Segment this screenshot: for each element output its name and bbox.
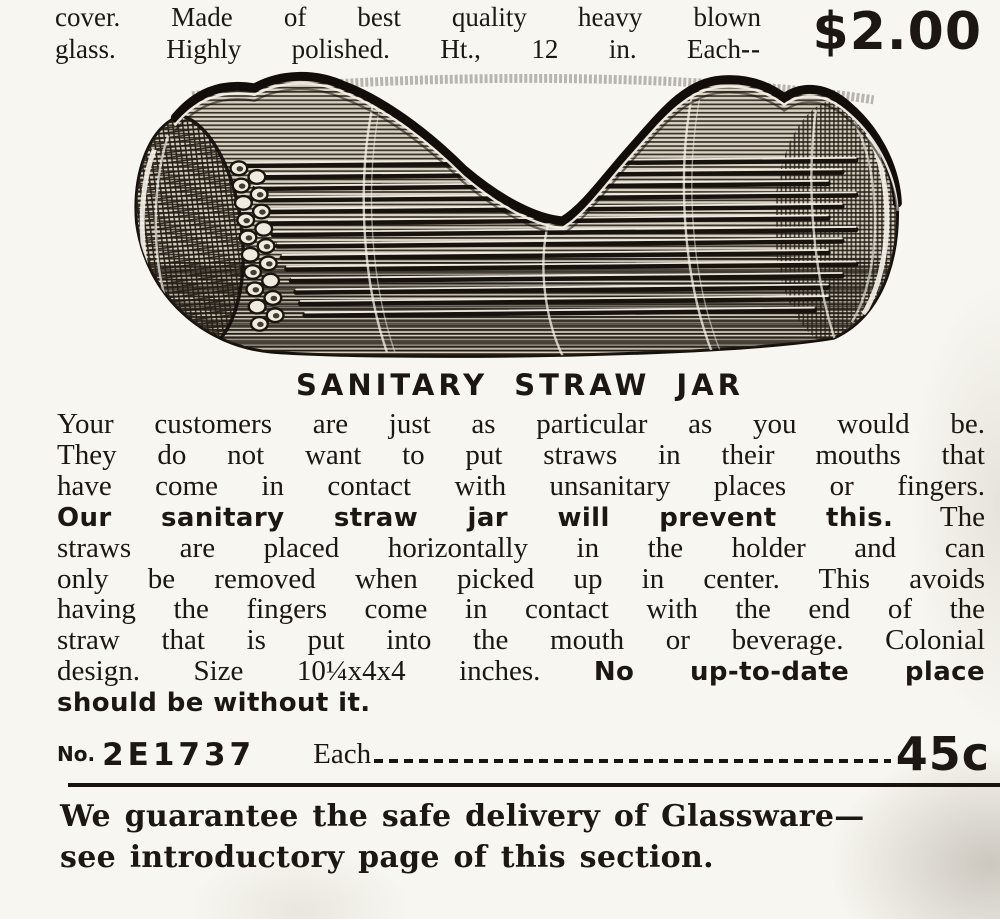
dotted-price-leader [374,759,891,763]
straw-end-ring [235,196,252,210]
guarantee-line2: see introductory page of this section. [60,840,714,876]
previous-item-listing [0,0,1000,65]
section-divider-rule [68,783,1000,787]
item-title: SANITARY STRAW JAR [296,368,744,402]
description-line [57,438,985,472]
description-line [57,626,985,657]
straw-end-hole [257,322,264,327]
straw-end-ring [255,222,272,236]
number-label: No. [57,742,96,767]
each-label: Each [313,738,372,771]
straw-end-hole [250,270,257,275]
guarantee-line1: We guarantee the safe delivery of Glassware— [60,799,865,835]
description-line [57,500,986,534]
guarantee-note [60,796,1000,878]
previous-item-price: $2.00 [812,2,982,62]
straw-end-hole [237,166,244,171]
item-description [57,410,985,719]
description-line [57,469,985,503]
item-price: 45c [895,727,990,782]
straw-end-hole [257,192,264,197]
description-text: having the fingers come in contact with the end of the [57,593,985,626]
straw-end-hole [273,313,280,318]
straw-end-ring [242,248,259,262]
description-bold-text: No up-to-date place [593,657,985,688]
description-line [57,657,985,688]
description-text: straws are placed horizontally in the holder and can [57,531,985,564]
illustration-container [118,66,910,364]
straw-end-ring [262,274,279,288]
straw-end-hole [243,218,250,223]
previous-item-line1: cover. Made of best quality heavy blown [55,2,761,32]
previous-item-line2 [55,33,761,65]
description-bold-text: Our sanitary straw jar will prevent this. [57,502,894,533]
description-bold-text: should be without it. [57,688,371,719]
description-text: design. Size 10¼x4x4 inches. [57,655,594,688]
description-text: straw that is put into the mouth or beverage. Colonial [57,624,985,657]
straw-end-hole [266,261,273,266]
description-line [57,410,985,441]
order-line [57,724,990,782]
description-text: The [893,500,986,533]
straw-end-hole [246,235,253,240]
description-line [57,531,985,565]
straw-end-ring [249,170,266,184]
description-line [57,688,985,719]
description-text: They do not want to put straws in their mouths that [57,438,985,471]
description-line [57,595,985,626]
previous-item-text [55,1,761,65]
previous-item-line2-text: glass. Highly polished. Ht., 12 in. Each [55,34,742,64]
straw-end-hole [259,209,266,214]
straw-end-hole [239,183,246,188]
straw-end-hole [253,287,260,292]
straw-jar-illustration [118,66,910,364]
description-text: have come in contact with unsanitary places or fingers. [57,469,985,502]
straw-end-hole [271,296,278,301]
description-text: Your customers are just as particular as you would be. [57,408,985,440]
catalog-number: 2E1737 [102,737,256,774]
price-leader-short: -- [741,34,761,64]
straw-end-ring [249,300,266,314]
description-line [57,562,985,596]
straw-end-hole [264,244,271,249]
description-text: only be removed when picked up in center. This avoids [57,562,985,595]
